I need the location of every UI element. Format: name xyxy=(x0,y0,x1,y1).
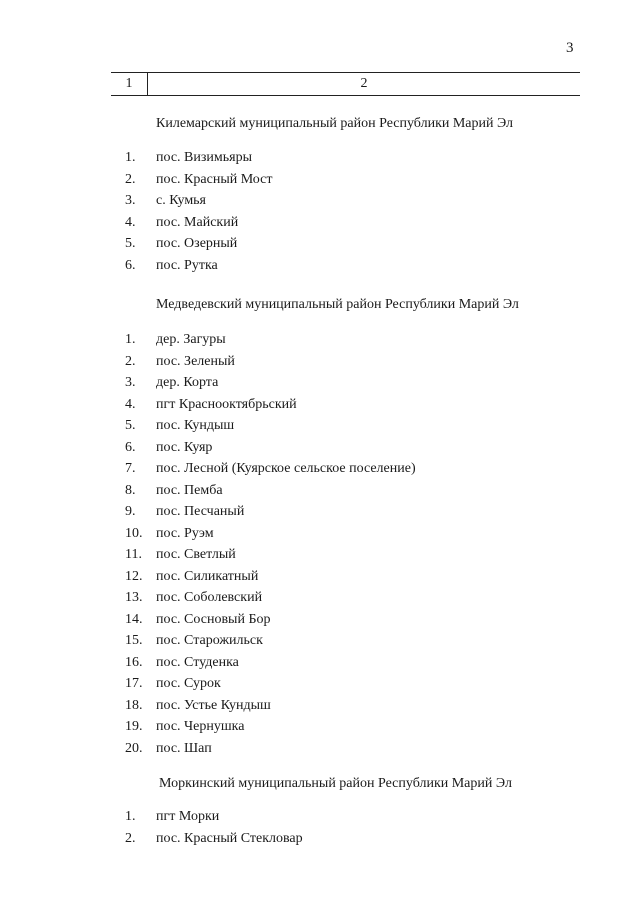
section-title: Килемарский муниципальный район Республики Марий Эл xyxy=(156,116,514,131)
item-number: 7. xyxy=(125,461,136,476)
table-header-row xyxy=(111,72,580,96)
item-number: 6. xyxy=(125,439,136,455)
item-number: 20. xyxy=(125,740,143,756)
item-text: пос. Озерный xyxy=(156,236,238,251)
item-number: 5. xyxy=(125,418,136,433)
item-text: пос. Студенка xyxy=(156,654,239,670)
item-number: 1. xyxy=(125,809,136,824)
item-number: 2. xyxy=(125,171,136,187)
item-text: пос. Силикатный xyxy=(156,568,259,584)
item-text: пос. Куяр xyxy=(156,439,213,455)
item-number: 13. xyxy=(125,590,143,605)
item-number: 5. xyxy=(125,236,136,251)
item-text: пгт Краснооктябрьский xyxy=(156,396,297,412)
item-text: пос. Сурок xyxy=(156,676,221,691)
item-number: 9. xyxy=(125,504,136,519)
column-number-1: 1 xyxy=(111,73,148,95)
item-text: пос. Старожильск xyxy=(156,633,263,648)
item-number: 15. xyxy=(125,633,143,648)
item-text: пос. Рутка xyxy=(156,257,218,273)
item-number: 6. xyxy=(125,257,136,273)
item-text: пос. Лесной (Куярское сельское поселение) xyxy=(156,461,416,476)
item-text: пгт Морки xyxy=(156,809,220,824)
item-number: 8. xyxy=(125,482,136,498)
item-text: пос. Майский xyxy=(156,214,239,230)
column-number-2: 2 xyxy=(360,76,368,91)
item-number: 18. xyxy=(125,697,143,713)
item-text: пос. Светлый xyxy=(156,547,236,562)
item-number: 1. xyxy=(125,332,136,347)
item-number: 1. xyxy=(125,150,136,165)
item-text: пос. Сосновый Бор xyxy=(156,611,271,627)
item-text: пос. Соболевский xyxy=(156,590,263,605)
item-text: пос. Песчаный xyxy=(156,504,245,519)
item-text: дер. Корта xyxy=(156,375,219,390)
item-number: 16. xyxy=(125,654,143,670)
item-number: 2. xyxy=(125,830,136,846)
item-text: пос. Зеленый xyxy=(156,353,235,369)
item-text: с. Кумья xyxy=(156,193,206,208)
item-number: 17. xyxy=(125,676,143,691)
item-text: дер. Загуры xyxy=(156,332,226,347)
item-text: пос. Шап xyxy=(156,740,212,756)
item-text: пос. Кундыш xyxy=(156,418,235,433)
item-number: 2. xyxy=(125,353,136,369)
item-text: пос. Визимьяры xyxy=(156,150,252,165)
item-text: пос. Устье Кундыш xyxy=(156,697,271,713)
item-number: 14. xyxy=(125,611,143,627)
item-number: 11. xyxy=(125,547,142,562)
item-text: пос. Красный Стекловар xyxy=(156,830,303,846)
item-number: 19. xyxy=(125,719,143,734)
item-text: пос. Руэм xyxy=(156,525,214,541)
page-number: 3 xyxy=(566,40,574,56)
item-number: 12. xyxy=(125,568,143,584)
item-number: 10. xyxy=(125,525,143,541)
item-text: пос. Пемба xyxy=(156,482,223,498)
item-number: 3. xyxy=(125,193,136,208)
section-title: Моркинский муниципальный район Республики Марий Эл xyxy=(159,776,512,791)
section-title: Медведевский муниципальный район Республики Марий Эл xyxy=(156,297,519,312)
item-number: 4. xyxy=(125,396,136,412)
item-text: пос. Красный Мост xyxy=(156,171,273,187)
item-number: 4. xyxy=(125,214,136,230)
item-text: пос. Чернушка xyxy=(156,719,245,734)
item-number: 3. xyxy=(125,375,136,390)
